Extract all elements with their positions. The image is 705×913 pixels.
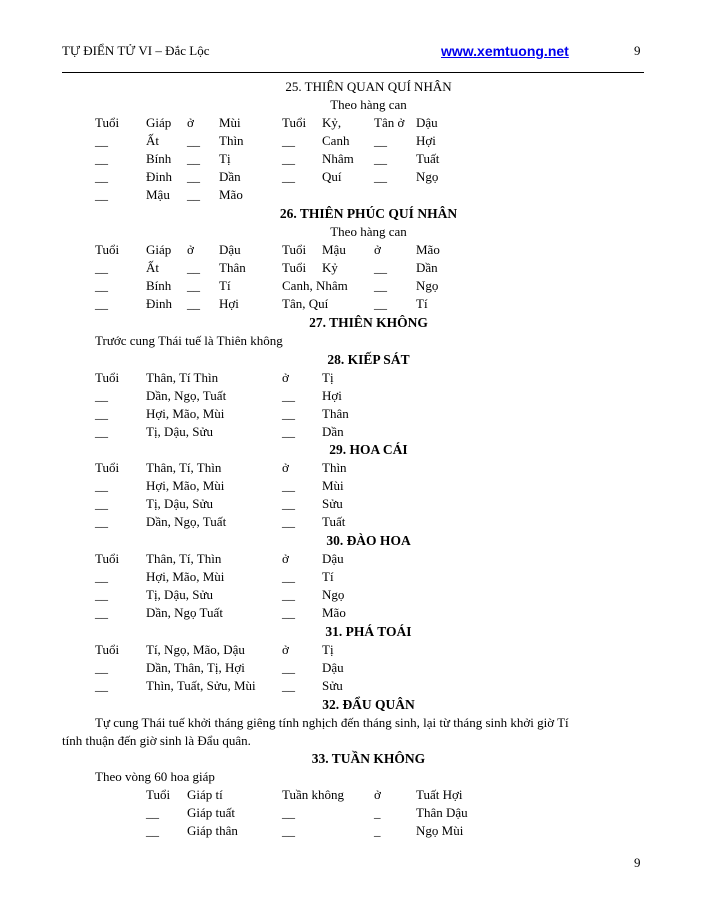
table-cell: Tị xyxy=(322,370,334,385)
table-cell: ở xyxy=(187,115,194,130)
table-cell: __ xyxy=(95,296,108,311)
table-cell: Tị, Dậu, Sửu xyxy=(146,587,213,602)
table-cell: __ xyxy=(282,151,295,166)
table-cell: __ xyxy=(282,406,295,421)
table-cell: Mậu xyxy=(322,242,346,257)
paragraph-line: tính thuận đến giờ sinh là Đẩu quân. xyxy=(62,733,251,748)
table-cell: Thìn, Tuất, Sửu, Mùi xyxy=(146,678,256,693)
table-cell: Bính xyxy=(146,151,172,166)
table-cell: Mão xyxy=(416,242,440,257)
table-cell: Dần, Ngọ, Tuất xyxy=(146,388,227,403)
table-cell: Đinh xyxy=(146,296,172,311)
table-cell: Tân ở xyxy=(374,115,405,130)
table-cell: Mão xyxy=(219,187,243,202)
section-title: 27. THIÊN KHÔNG xyxy=(309,315,428,330)
table-cell: __ xyxy=(374,260,387,275)
table-cell: __ xyxy=(187,278,200,293)
table-cell: Tuổi xyxy=(95,460,120,475)
table-cell: Thân, Tí, Thìn xyxy=(146,460,222,475)
table-cell: __ xyxy=(146,805,159,820)
table-cell: Tuổi xyxy=(95,370,120,385)
table-cell: __ xyxy=(187,133,200,148)
table-cell: __ xyxy=(95,406,108,421)
table-cell: Tuất Hợi xyxy=(416,787,463,802)
table-cell: Sửu xyxy=(322,496,343,511)
table-cell: Mão xyxy=(322,605,346,620)
section-title: 28. KIẾP SÁT xyxy=(327,352,410,367)
table-cell: Hợi xyxy=(322,388,342,403)
table-cell: Giáp tí xyxy=(187,787,223,802)
table-cell: Dần xyxy=(219,169,241,184)
table-cell: ở xyxy=(282,370,289,385)
section-subtitle: Theo hàng can xyxy=(330,224,407,239)
table-cell: Kỷ xyxy=(322,260,338,275)
table-cell: Dần, Ngọ Tuất xyxy=(146,605,223,620)
table-cell: Tuổi xyxy=(282,260,307,275)
table-cell: Dần xyxy=(416,260,438,275)
table-cell: __ xyxy=(282,823,295,838)
table-cell: Tuổi xyxy=(282,115,307,130)
table-cell: ở xyxy=(374,242,381,257)
table-cell: Tuất xyxy=(416,151,440,166)
table-cell: Ất xyxy=(146,133,159,148)
table-cell: Tuổi xyxy=(95,242,120,257)
table-cell: __ xyxy=(95,169,108,184)
table-cell: Tí xyxy=(322,569,334,584)
table-cell: Quí xyxy=(322,169,342,184)
table-cell: Dậu xyxy=(322,660,344,675)
table-cell: Thân, Tí Thìn xyxy=(146,370,219,385)
table-cell: __ xyxy=(187,151,200,166)
table-cell: Dần, Thân, Tị, Hợi xyxy=(146,660,245,675)
table-cell: Tuổi xyxy=(95,115,120,130)
table-cell: Ngọ xyxy=(322,587,345,602)
table-cell: Bính xyxy=(146,278,172,293)
table-cell: Thìn xyxy=(322,460,347,475)
table-cell: __ xyxy=(282,514,295,529)
website-link[interactable]: www.xemtuong.net xyxy=(441,43,569,59)
table-cell: Hợi xyxy=(219,296,239,311)
table-cell: __ xyxy=(95,424,108,439)
table-cell: Hợi xyxy=(416,133,436,148)
table-cell: Thân, Tí, Thìn xyxy=(146,551,222,566)
section-title: 32. ĐẨU QUÂN xyxy=(322,697,415,712)
table-cell: Tuần không xyxy=(282,787,345,802)
table-cell: __ xyxy=(374,133,387,148)
table-cell: Tuổi xyxy=(146,787,171,802)
table-cell: __ xyxy=(282,587,295,602)
table-cell: __ xyxy=(187,260,200,275)
table-cell: Tuổi xyxy=(282,242,307,257)
section-text: Theo vòng 60 hoa giáp xyxy=(95,769,215,784)
table-cell: __ xyxy=(95,388,108,403)
table-cell: Ngọ xyxy=(416,169,439,184)
table-cell: __ xyxy=(95,514,108,529)
table-cell: __ xyxy=(282,605,295,620)
table-cell: Dậu xyxy=(416,115,438,130)
section-title: 25. THIÊN QUAN QUÍ NHÂN xyxy=(285,79,452,94)
table-cell: Dậu xyxy=(219,242,241,257)
table-cell: __ xyxy=(95,496,108,511)
table-cell: Dần xyxy=(322,424,344,439)
table-cell: Ngọ Mùi xyxy=(416,823,464,838)
table-cell: Tị xyxy=(219,151,231,166)
section-title: 30. ĐÀO HOA xyxy=(326,533,411,548)
table-cell: Mùi xyxy=(219,115,241,130)
table-cell: Hợi, Mão, Mùi xyxy=(146,569,225,584)
table-cell: Ất xyxy=(146,260,159,275)
table-cell: Tuổi xyxy=(95,551,120,566)
table-cell: __ xyxy=(95,260,108,275)
table-cell: __ xyxy=(95,187,108,202)
table-cell: _ xyxy=(374,805,381,820)
table-cell: __ xyxy=(95,569,108,584)
header-divider xyxy=(62,72,644,73)
table-cell: Mậu xyxy=(146,187,170,202)
header-page-number: 9 xyxy=(634,43,641,58)
table-cell: __ xyxy=(282,133,295,148)
table-cell: Giáp thân xyxy=(187,823,238,838)
table-cell: Dần, Ngọ, Tuất xyxy=(146,514,227,529)
section-text: Trước cung Thái tuế là Thiên không xyxy=(95,333,283,348)
table-cell: __ xyxy=(95,151,108,166)
table-cell: Giáp tuất xyxy=(187,805,236,820)
table-cell: Đinh xyxy=(146,169,172,184)
table-cell: __ xyxy=(374,296,387,311)
table-cell: Tị, Dậu, Sửu xyxy=(146,424,213,439)
table-cell: Tuổi xyxy=(95,642,120,657)
table-cell: __ xyxy=(187,296,200,311)
table-cell: Ngọ xyxy=(416,278,439,293)
table-cell: Mùi xyxy=(322,478,344,493)
section-title: 33. TUẦN KHÔNG xyxy=(311,751,426,766)
table-cell: __ xyxy=(282,478,295,493)
table-cell: Canh, Nhâm xyxy=(282,278,348,293)
footer-page-number: 9 xyxy=(634,855,641,870)
table-cell: Sửu xyxy=(322,678,343,693)
table-cell: Tuất xyxy=(322,514,346,529)
table-cell: Thân Dậu xyxy=(416,805,468,820)
table-cell: __ xyxy=(95,678,108,693)
table-cell: Thìn xyxy=(219,133,244,148)
table-cell: __ xyxy=(95,278,108,293)
table-cell: ở xyxy=(282,460,289,475)
table-cell: Dậu xyxy=(322,551,344,566)
table-cell: ở xyxy=(282,642,289,657)
table-cell: __ xyxy=(374,169,387,184)
table-cell: ở xyxy=(187,242,194,257)
table-cell: Tị xyxy=(322,642,334,657)
table-cell: Tị, Dậu, Sửu xyxy=(146,496,213,511)
table-cell: __ xyxy=(374,278,387,293)
table-cell: __ xyxy=(282,569,295,584)
table-cell: __ xyxy=(282,660,295,675)
table-cell: __ xyxy=(374,151,387,166)
section-title: 29. HOA CÁI xyxy=(329,442,408,457)
table-cell: __ xyxy=(282,388,295,403)
table-cell: __ xyxy=(95,587,108,602)
table-cell: __ xyxy=(95,478,108,493)
table-cell: __ xyxy=(282,169,295,184)
table-cell: Hợi, Mão, Mùi xyxy=(146,478,225,493)
table-cell: Thân xyxy=(219,260,246,275)
table-cell: Tí xyxy=(416,296,428,311)
table-cell: __ xyxy=(146,823,159,838)
table-cell: __ xyxy=(282,805,295,820)
table-cell: __ xyxy=(282,424,295,439)
table-cell: __ xyxy=(187,169,200,184)
table-cell: Tân, Quí xyxy=(282,296,329,311)
table-cell: Giáp xyxy=(146,115,172,130)
table-cell: Kỷ, xyxy=(322,115,342,130)
table-cell: ở xyxy=(374,787,381,802)
table-cell: Tí xyxy=(219,278,231,293)
table-cell: Hợi, Mão, Mùi xyxy=(146,406,225,421)
header-title: TỰ ĐIỂN TỬ VI – Đắc Lộc xyxy=(62,43,210,58)
table-cell: __ xyxy=(95,605,108,620)
table-cell: __ xyxy=(187,187,200,202)
table-cell: __ xyxy=(282,678,295,693)
section-subtitle: Theo hàng can xyxy=(330,97,407,112)
section-title: 26. THIÊN PHÚC QUÍ NHÂN xyxy=(279,206,458,221)
table-cell: __ xyxy=(95,660,108,675)
table-cell: __ xyxy=(282,496,295,511)
paragraph-line: Tự cung Thái tuế khởi tháng giêng tính nghịch đến tháng sinh, lại từ tháng sinh khởi giờ Tí xyxy=(95,715,569,730)
table-cell: ở xyxy=(282,551,289,566)
table-cell: Tí, Ngọ, Mão, Dậu xyxy=(146,642,245,657)
table-cell: _ xyxy=(374,823,381,838)
table-cell: Thân xyxy=(322,406,349,421)
section-title: 31. PHÁ TOÁI xyxy=(325,624,412,639)
table-cell: Nhâm xyxy=(322,151,354,166)
table-cell: Canh xyxy=(322,133,350,148)
table-cell: Giáp xyxy=(146,242,172,257)
table-cell: __ xyxy=(95,133,108,148)
